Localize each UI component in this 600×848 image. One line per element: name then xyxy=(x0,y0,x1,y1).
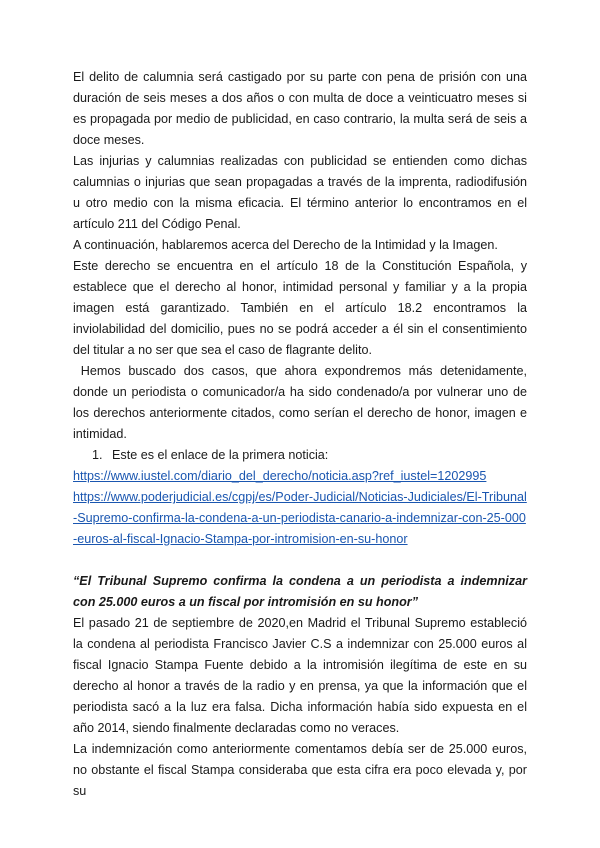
paragraph-tribunal-supremo: El pasado 21 de septiembre de 2020,en Madrid el Tribunal Supremo estableció la condena al periodista Francisco Javier C.S a indemnizar con 25.000 euros al fiscal Ignacio Stampa Fuente debido a la intromisión ilegítima de este en su derecho al honor a través de la radio y en prensa, ya que la información que el periodista sacó a la luz era falsa. Dicha información había sido expuesta en el año 2014, siendo finalmente declaradas como no veraces. xyxy=(73,616,527,735)
paragraph-indemnizacion: La indemnización como anteriormente comentamos debía ser de 25.000 euros, no obstante el fiscal Stampa consideraba que esta cifra era poco elevada y, por su xyxy=(73,742,527,798)
list-item-text: Este es el enlace de la primera noticia: xyxy=(112,448,329,462)
link-poder-judicial[interactable]: https://www.poderjudicial.es/cgpj/es/Poder-Judicial/Noticias-Judiciales/El-Tribunal-Supremo-confirma-la-condena-a-un-periodista-canario-a-indemnizar-con-25-000-euros-al-fiscal-Ignacio-Stampa-por-intromision-en-su-honor xyxy=(73,490,527,546)
document-body xyxy=(73,67,535,802)
paragraph-intro-intimidad: A continuación, hablaremos acerca del Derecho de la Intimidad y la Imagen. xyxy=(73,238,498,252)
news-headline: “El Tribunal Supremo confirma la condena a un periodista a indemnizar con 25.000 euros a un fiscal por intromisión en su honor” xyxy=(73,574,527,609)
paragraph-casos: Hemos buscado dos casos, que ahora expondremos más detenidamente, donde un periodista o comunicador/a ha sido condenado/a por vulnerar uno de los derechos anteriormente citados, como serían el derecho de honor, imagen e intimidad. xyxy=(73,364,535,441)
list-item xyxy=(73,445,527,466)
paragraph-calumnia-penalty: El delito de calumnia será castigado por su parte con pena de prisión con una duración de seis meses a dos años o con multa de doce a veinticuatro meses si es propagada por medio de publicidad, en caso contrario, la multa será de seis a doce meses. xyxy=(73,70,527,147)
list-number: 1. xyxy=(92,448,103,462)
paragraph-articulo-18: Este derecho se encuentra en el artículo 18 de la Constitución Española, y establece que el derecho al honor, intimidad personal y familiar y a la propia imagen está garantizado. También en el artículo 18.2 encontramos la inviolabilidad del domicilio, pues no se podrá acceder a él sin el consentimiento del titular a no ser que sea el caso de flagrante delito. xyxy=(73,259,527,357)
link-iustel[interactable]: https://www.iustel.com/diario_del_derecho/noticia.asp?ref_iustel=1202995 xyxy=(73,469,487,483)
spacer xyxy=(73,550,527,571)
paragraph-injurias-publicidad: Las injurias y calumnias realizadas con publicidad se entienden como dichas calumnias o injurias que sean propagadas a través de la imprenta, radiodifusión u otro medio con la misma eficacia. El término anterior lo encontramos en el artículo 211 del Código Penal. xyxy=(73,154,527,231)
